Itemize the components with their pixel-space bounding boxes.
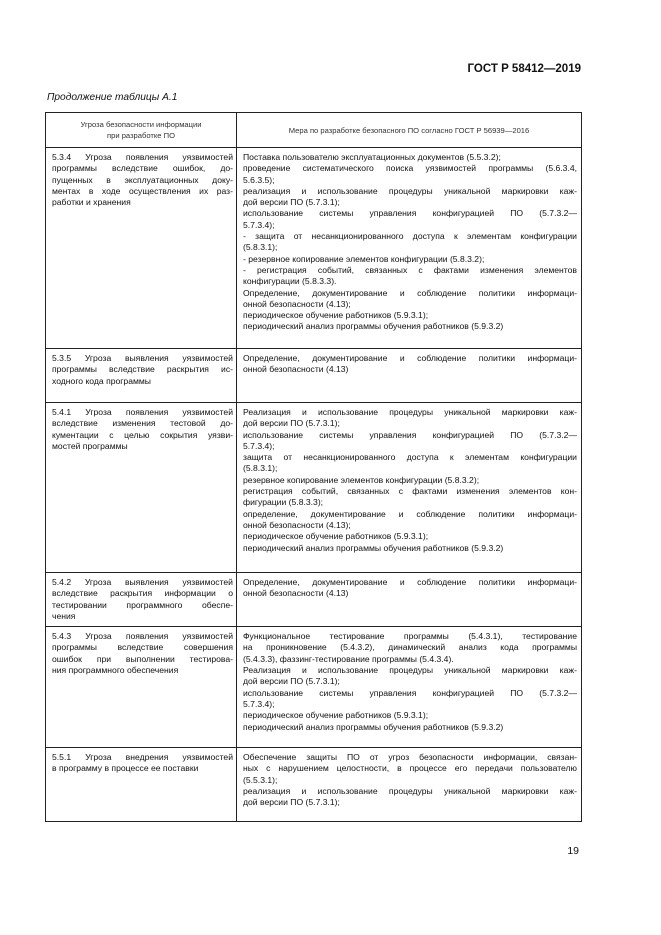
threat-cell [46, 573, 237, 627]
measure-line: Функциональное тестирование программы (5.4.3.1), тестирование [243, 631, 577, 642]
measure-line: онной безопасности (4.13) [243, 364, 349, 375]
measure-line: - регистрация событий, связанных с фактами изменения элементов [243, 264, 577, 275]
measure-cell [237, 748, 582, 822]
threat-line: программы вследствие ошибок, до- [52, 163, 233, 174]
measure-line: онной безопасности (4.13); [243, 298, 351, 309]
measure-line: (5.5.3.1); [243, 774, 278, 785]
header-threat-line: Угроза безопасности информации [80, 120, 202, 129]
measure-line: защита от несанкционированного доступа к элементам конфигурации [243, 452, 577, 463]
threat-line: работки и хранения [52, 197, 131, 208]
measure-line: дой версии ПО (5.7.3.1); [243, 418, 340, 429]
threat-measure-table [45, 112, 582, 822]
measure-line: 5.7.3.4); [243, 698, 275, 709]
threat-line: кументации с целью сокрытия уязви- [52, 429, 233, 440]
header-threat [46, 113, 237, 148]
measure-line: онной безопасности (4.13); [243, 519, 351, 530]
threat-line: 5.4.2 Угроза выявления уязвимостей [52, 577, 233, 587]
measure-line: Определение, документирование и соблюдение политики информаци- [243, 353, 577, 363]
threat-line: программы вследствие раскрытия ис- [52, 364, 233, 375]
measure-line: (5.4.3.3), фаззинг-тестирование программы (5.4.3.4). [243, 653, 454, 664]
measure-line: 5.6.3.5); [243, 174, 275, 185]
measure-line: периодический анализ программы обучения работников (5.9.3.2) [243, 321, 504, 332]
threat-line: 5.4.3 Угроза появления уязвимостей [52, 631, 233, 642]
measure-line: периодическое обучение работников (5.9.3.1); [243, 710, 429, 721]
threat-line: 5.3.5 Угроза выявления уязвимостей [52, 353, 233, 363]
header-threat-line: при разработке ПО [107, 131, 175, 140]
threat-line: вследствие изменения тестовой до- [52, 418, 233, 429]
threat-line: 5.3.4 Угроза появления уязвимостей [52, 152, 233, 162]
measure-line: реализация и использование процедуры уникальной маркировки каж- [243, 786, 577, 797]
threat-cell [46, 748, 237, 822]
measure-cell [237, 573, 582, 627]
measure-line: Обеспечение защиты ПО от угроз безопасности информации, связан- [243, 752, 577, 763]
measure-line: Определение, документирование и соблюдение политики информаци- [243, 577, 577, 587]
threat-cell [46, 403, 237, 573]
measure-line: периодическое обучение работников (5.9.3.1); [243, 531, 429, 542]
threat-line: вследствие раскрытия информации о [52, 588, 233, 599]
measure-cell [237, 627, 582, 748]
measure-line: - защита от несанкционированного доступа к элементам конфигурации [243, 231, 577, 242]
table-row [46, 148, 582, 349]
threat-line: ния программного обеспечения [52, 665, 179, 676]
threat-line: пущенных в эксплуатационных доку- [52, 174, 233, 185]
table-row [46, 627, 582, 748]
threat-line: ментах в ходе осуществления их раз- [52, 185, 233, 196]
measure-line: 5.7.3.4); [243, 440, 275, 451]
measure-line: Реализация и использование процедуры уникальной маркировки каж- [243, 407, 577, 417]
measure-line: ных с нарушением целостности, в процессе его передачи пользователю [243, 763, 577, 774]
measure-line: - резервное копирование элементов конфигурации (5.8.3.2); [243, 253, 485, 264]
table-row [46, 748, 582, 822]
measure-line: конфигурации (5.8.3.3). [243, 276, 337, 287]
document-code: ГОСТ Р 58412—2019 [467, 63, 581, 75]
threat-cell [46, 349, 237, 403]
threat-line: 5.4.1 Угроза появления уязвимостей [52, 407, 233, 417]
measure-cell [237, 148, 582, 349]
threat-cell [46, 148, 237, 349]
measure-line: (5.8.3.1); [243, 463, 278, 474]
measure-line: определение, документирование и соблюдение политики информаци- [243, 508, 577, 519]
measure-line: использование системы управления конфигурацией ПО (5.7.3.2— [243, 429, 577, 440]
measure-line: Поставка пользователю эксплуатационных документов (5.5.3.2); [243, 152, 501, 162]
page-number: 19 [567, 845, 579, 857]
measure-line: 5.7.3.4); [243, 219, 275, 230]
threat-line: программы вследствие совершения [52, 642, 233, 653]
threat-line: ходного кода программы [52, 375, 151, 386]
measure-line: фигурации (5.8.3.3); [243, 497, 324, 508]
measure-cell [237, 349, 582, 403]
measure-line: резервное копирование элементов конфигурации (5.8.3.2); [243, 474, 480, 485]
table-header-row [46, 113, 582, 148]
measure-cell [237, 403, 582, 573]
table-row [46, 573, 582, 627]
measure-line: (5.8.3.1); [243, 242, 278, 253]
measure-line: использование системы управления конфигурацией ПО (5.7.3.2— [243, 687, 577, 698]
threat-line: ошибок при выполнении тестирова- [52, 653, 233, 664]
measure-line: регистрация событий, связанных с фактами изменения элементов кон- [243, 486, 577, 497]
measure-line: Определение, документирование и соблюдение политики информаци- [243, 287, 577, 298]
measure-line: дой версии ПО (5.7.3.1); [243, 197, 340, 208]
threat-line: 5.5.1 Угроза внедрения уязвимостей [52, 752, 233, 763]
table-row [46, 349, 582, 403]
threat-line: чения [52, 610, 76, 621]
measure-line: Реализация и использование процедуры уникальной маркировки каж- [243, 665, 577, 676]
header-measure: Мера по разработке безопасного ПО согласно ГОСТ Р 56939—2016 [237, 113, 582, 148]
measure-line: периодическое обучение работников (5.9.3.1); [243, 310, 429, 321]
measure-line: проведение систематического поиска уязвимостей программы (5.6.3.4, [243, 163, 577, 174]
measure-line: онной безопасности (4.13) [243, 588, 349, 599]
threat-cell [46, 627, 237, 748]
measure-line: использование системы управления конфигурацией ПО (5.7.3.2— [243, 208, 577, 219]
table-caption: Продолжение таблицы А.1 [47, 92, 178, 103]
threat-line: в программу в процессе ее поставки [52, 763, 199, 774]
measure-line: на проникновение (5.4.3.2), динамический анализ кода программы [243, 642, 577, 653]
threat-line: мостей программы [52, 440, 128, 451]
measure-line: периодический анализ программы обучения работников (5.9.3.2) [243, 721, 504, 732]
threat-line: тестировании программного обеспе- [52, 599, 233, 610]
measure-line: периодический анализ программы обучения работников (5.9.3.2) [243, 542, 504, 553]
measure-line: дой версии ПО (5.7.3.1); [243, 797, 340, 808]
table-row [46, 403, 582, 573]
measure-line: дой версии ПО (5.7.3.1); [243, 676, 340, 687]
measure-line: реализация и использование процедуры уникальной маркировки каж- [243, 185, 577, 196]
